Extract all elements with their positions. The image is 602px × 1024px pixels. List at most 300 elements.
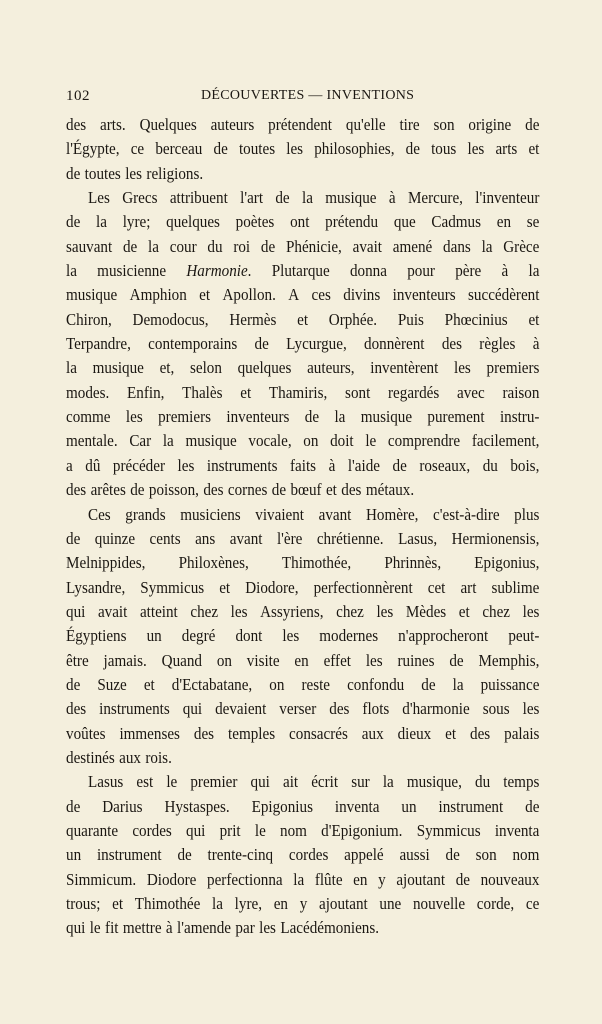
word: de: [66, 163, 81, 183]
text-line: [66, 819, 539, 843]
word: par: [235, 918, 255, 938]
word: Plutarque: [271, 261, 330, 281]
word: les: [453, 358, 471, 378]
running-head: DÉCOUVERTES — INVENTIONS: [201, 88, 415, 103]
text-line: [66, 527, 539, 551]
word: les: [467, 139, 485, 159]
text-line: [66, 308, 539, 332]
word: le: [166, 772, 178, 792]
word: prétendu: [325, 212, 379, 232]
word: instruments: [99, 699, 170, 719]
word: arêtes: [90, 480, 126, 500]
word: métaux.: [365, 480, 415, 500]
word: Chiron,: [66, 309, 112, 329]
word: un: [401, 796, 417, 816]
word: de: [66, 212, 81, 232]
word: comme: [66, 407, 111, 427]
word: cordes: [132, 820, 172, 840]
word: puissance: [480, 674, 540, 694]
word: Phœcinius: [444, 309, 508, 329]
word: Epigonius: [251, 796, 313, 816]
word: bœuf: [290, 480, 322, 500]
word: Philoxènes,: [178, 553, 249, 573]
word: inventa: [494, 820, 540, 840]
word: Epigonius,: [474, 553, 540, 573]
word: quelques: [237, 358, 292, 378]
word: instru-: [499, 407, 540, 427]
word: fit: [105, 918, 119, 938]
word: Diodore: [146, 869, 197, 889]
word: selon: [189, 358, 222, 378]
word: A: [288, 285, 300, 305]
word: avant: [318, 504, 352, 524]
word: origine: [468, 115, 512, 134]
paragraph: [66, 186, 540, 502]
text-line: [66, 673, 539, 697]
word: Demodocus,: [132, 309, 209, 329]
word: faits: [290, 455, 317, 475]
word: la: [334, 407, 346, 427]
word: le: [365, 431, 377, 451]
word: Memphis,: [478, 650, 540, 670]
word: Harmonie.: [186, 261, 252, 281]
word: Amphion: [129, 285, 187, 305]
word: temps: [503, 772, 540, 792]
word: de: [66, 674, 81, 694]
text-line: [66, 868, 539, 892]
word: Hermès: [229, 309, 277, 329]
word: premier: [190, 772, 238, 792]
word: Cadmus: [431, 212, 481, 232]
word: confondu: [347, 674, 405, 694]
word: et: [528, 309, 540, 329]
word: vivaient: [255, 504, 305, 524]
word: la: [302, 188, 313, 208]
word: facilement,: [471, 431, 540, 451]
text-line: [66, 186, 539, 210]
word: à: [532, 334, 540, 354]
word: temples: [228, 723, 276, 743]
text-line: [66, 210, 539, 234]
text-line: [66, 892, 539, 916]
word: ruines: [397, 650, 435, 670]
word: écrit: [311, 772, 339, 792]
word: Suze: [97, 674, 127, 694]
word: Hystaspes.: [164, 796, 230, 816]
word: de: [130, 480, 145, 500]
word: la: [212, 894, 223, 913]
word: dont: [235, 626, 263, 646]
word: musique: [185, 431, 237, 451]
word: toutes: [238, 139, 276, 159]
word: corde,: [476, 894, 515, 913]
word: c'est-à-dire: [433, 504, 500, 524]
word: Assyriens,: [260, 601, 324, 621]
word: Lacédémoniens.: [280, 918, 380, 938]
word: de: [392, 455, 407, 475]
paragraph: [66, 503, 540, 771]
word: aussi: [399, 845, 430, 865]
word: Quelques: [139, 115, 197, 134]
text-line: [66, 454, 539, 478]
word: Lycurgue,: [286, 334, 347, 354]
word: qui: [250, 772, 270, 792]
word: Symmicus: [140, 577, 205, 597]
word: l'art: [240, 188, 264, 208]
word: l'ère: [276, 528, 303, 548]
word: Thamiris,: [268, 382, 328, 402]
word: Lasus: [88, 772, 124, 792]
word: des: [66, 115, 87, 134]
word: est: [136, 772, 154, 792]
word: l'amende: [177, 918, 232, 938]
word: qui: [66, 918, 86, 938]
word: grands: [125, 504, 166, 524]
word: trous;: [66, 894, 101, 913]
word: lyre;: [122, 212, 151, 232]
word: Apollon.: [222, 285, 276, 305]
word: dans: [443, 236, 471, 256]
word: musique: [92, 358, 144, 378]
word: inventèrent: [370, 358, 439, 378]
text-line: [66, 429, 539, 453]
word: l'aide: [347, 455, 380, 475]
word: cents: [149, 528, 181, 548]
word: regardés: [388, 382, 440, 402]
word: de: [66, 528, 81, 548]
word: musique: [66, 285, 118, 305]
text-line: [66, 576, 539, 600]
word: ajoutant: [396, 869, 446, 889]
word: Terpandre,: [66, 334, 131, 354]
word: raison: [502, 382, 540, 402]
word: les: [125, 407, 143, 427]
word: des: [341, 480, 362, 500]
word: doit: [330, 431, 354, 451]
word: les: [522, 699, 540, 719]
word: avant: [229, 528, 263, 548]
word: inventeurs: [226, 407, 290, 427]
word: la: [148, 236, 159, 256]
word: la: [66, 358, 77, 378]
word: et: [143, 674, 155, 694]
word: Car: [129, 431, 152, 451]
word: sous: [482, 699, 510, 719]
text-line: [66, 162, 539, 186]
word: Égyptiens: [66, 626, 127, 646]
word: lyre,: [234, 894, 262, 913]
text-line: [66, 600, 539, 624]
word: précéder: [112, 455, 165, 475]
word: son: [475, 845, 497, 865]
word: auteurs: [210, 115, 255, 134]
word: des: [193, 723, 215, 743]
word: ont: [290, 212, 310, 232]
word: musiciens: [180, 504, 241, 524]
text-line: [66, 697, 539, 721]
word: ajoutant: [318, 894, 368, 913]
word: amené: [392, 236, 433, 256]
word: de: [271, 480, 287, 500]
word: nom: [512, 845, 540, 865]
word: la: [66, 261, 77, 281]
word: appelé: [344, 845, 384, 865]
word: voûtes: [66, 723, 106, 743]
word: berceau: [155, 139, 203, 159]
text-line: [66, 235, 539, 259]
word: la: [293, 869, 305, 889]
word: de: [275, 188, 290, 208]
text-line: [66, 332, 539, 356]
word: Ces: [88, 504, 111, 524]
word: à: [328, 455, 336, 475]
word: les: [230, 601, 248, 621]
word: peut-: [508, 626, 540, 646]
text-line: [66, 649, 539, 673]
word: instrument: [96, 845, 162, 865]
word: la: [452, 674, 464, 694]
word: et: [219, 577, 231, 597]
word: modernes: [319, 626, 379, 646]
word: auteurs,: [307, 358, 355, 378]
page-number: 102: [66, 88, 90, 104]
word: poisson,: [148, 480, 199, 500]
word: chez: [336, 601, 364, 621]
word: attribuent: [169, 188, 228, 208]
text-line: [66, 137, 539, 161]
word: Mèdes: [405, 601, 447, 621]
word: les: [282, 626, 300, 646]
word: de: [260, 236, 276, 256]
word: mettre: [122, 918, 162, 938]
word: palais: [504, 723, 540, 743]
word: Simmicum.: [66, 869, 137, 889]
word: chez: [190, 601, 219, 621]
word: des: [329, 699, 350, 719]
word: prétendent: [268, 115, 333, 134]
text-line: [66, 795, 539, 819]
word: qui: [182, 699, 203, 719]
word: et: [445, 723, 457, 743]
word: dû: [85, 455, 101, 475]
word: la: [162, 431, 174, 451]
word: se: [526, 212, 540, 232]
word: destinés: [66, 747, 115, 767]
text-line: [66, 259, 539, 283]
word: chez: [482, 601, 511, 621]
word: pour: [407, 261, 435, 281]
word: et: [199, 285, 211, 305]
word: nouvelle: [412, 894, 466, 913]
word: de: [66, 796, 81, 816]
word: mentale.: [66, 431, 118, 451]
word: on: [303, 431, 319, 451]
word: comprendre: [387, 431, 461, 451]
word: de: [405, 139, 420, 159]
word: inventeurs: [392, 285, 456, 305]
word: perfectionna: [207, 869, 283, 889]
word: quelques: [166, 212, 220, 232]
word: du: [475, 772, 491, 792]
word: musique: [325, 188, 377, 208]
word: en: [496, 212, 512, 232]
word: Grecs: [122, 188, 158, 208]
word: degré: [181, 626, 216, 646]
text-line: [66, 722, 539, 746]
word: de: [213, 139, 228, 159]
word: flots: [362, 699, 390, 719]
word: qu'elle: [345, 115, 386, 134]
word: donna: [349, 261, 387, 281]
word: poètes: [235, 212, 275, 232]
word: de: [122, 236, 138, 256]
word: tire: [399, 115, 420, 134]
page-header: [66, 88, 540, 108]
word: avait: [352, 236, 383, 256]
word: et,: [159, 358, 175, 378]
word: la: [96, 212, 107, 232]
word: Darius: [102, 796, 143, 816]
word: instruments: [206, 455, 278, 475]
text-line: [66, 478, 539, 502]
text-line: [66, 283, 539, 307]
word: d'harmonie: [402, 699, 470, 719]
paragraph: [66, 113, 540, 186]
word: et: [325, 480, 337, 500]
word: cordes: [288, 845, 329, 865]
word: devaient: [215, 699, 267, 719]
word: règles: [479, 334, 516, 354]
word: chrétienne.: [316, 528, 384, 548]
word: y: [378, 869, 386, 889]
word: musique,: [406, 772, 462, 792]
text-line: [66, 551, 539, 575]
word: roseaux,: [419, 455, 471, 475]
word: Puis: [397, 309, 424, 329]
word: et: [297, 309, 309, 329]
word: Grèce: [503, 236, 540, 256]
word: de: [445, 845, 460, 865]
word: toutes: [84, 163, 121, 183]
word: qui: [66, 601, 86, 621]
text-line: [66, 916, 539, 940]
text-line: [66, 624, 539, 648]
word: être: [66, 650, 89, 670]
word: purement: [427, 407, 485, 427]
word: cornes: [227, 480, 268, 500]
word: philosophies,: [314, 139, 395, 159]
body-text: [66, 113, 540, 941]
word: n'approcheront: [398, 626, 489, 646]
word: divins: [343, 285, 381, 305]
word: et: [528, 139, 540, 159]
word: la: [382, 772, 394, 792]
word: les: [522, 601, 540, 621]
word: de: [254, 334, 269, 354]
word: Orphée.: [328, 309, 378, 329]
word: la: [528, 261, 540, 281]
word: du: [207, 236, 223, 256]
word: cour: [169, 236, 197, 256]
word: et: [458, 601, 470, 621]
word: Phénicie,: [285, 236, 342, 256]
word: ce: [525, 894, 540, 913]
word: instrument: [438, 796, 504, 816]
text-line: [66, 770, 539, 794]
word: et: [240, 382, 252, 402]
word: Mercure,: [407, 188, 463, 208]
word: à: [388, 188, 396, 208]
text-line: [66, 503, 539, 527]
word: sont: [345, 382, 371, 402]
word: Quand: [161, 650, 202, 670]
word: effet: [323, 650, 351, 670]
word: Thimothée: [134, 894, 201, 913]
word: prit: [219, 820, 241, 840]
word: les: [365, 650, 383, 670]
word: Melnippides,: [66, 553, 146, 573]
word: en: [353, 869, 368, 889]
word: des: [203, 480, 224, 500]
word: quarante: [66, 820, 119, 840]
word: musicienne: [97, 261, 167, 281]
word: premiers: [158, 407, 212, 427]
word: atteint: [139, 601, 178, 621]
word: Lasus,: [398, 528, 438, 548]
word: Thimothée,: [281, 553, 352, 573]
word: visite: [246, 650, 280, 670]
word: succédèrent: [468, 285, 540, 305]
word: on: [269, 674, 285, 694]
word: du: [482, 455, 498, 475]
word: art: [460, 577, 477, 597]
word: en: [273, 894, 288, 913]
word: rois.: [145, 747, 172, 767]
word: immenses: [119, 723, 180, 743]
word: Symmicus: [416, 820, 481, 840]
word: quinze: [94, 528, 136, 548]
word: son: [433, 115, 455, 134]
word: vocale,: [248, 431, 292, 451]
word: ait: [282, 772, 299, 792]
word: jamais.: [103, 650, 147, 670]
word: Phrinnès,: [384, 553, 442, 573]
word: une: [379, 894, 402, 913]
word: l'inventeur: [475, 188, 540, 208]
word: arts.: [100, 115, 126, 134]
word: nom: [280, 820, 307, 840]
text-line: [66, 405, 539, 429]
word: reste: [301, 674, 331, 694]
word: roi: [233, 236, 251, 256]
word: nouveaux: [480, 869, 540, 889]
word: les: [259, 918, 276, 938]
word: Diodore,: [245, 577, 299, 597]
text-line: [66, 356, 539, 380]
word: le: [89, 918, 101, 938]
text-line: [66, 381, 539, 405]
word: des: [66, 699, 87, 719]
word: y: [299, 894, 308, 913]
word: Homère,: [365, 504, 419, 524]
word: l'Égypte,: [66, 139, 120, 159]
word: ces: [311, 285, 331, 305]
word: modes.: [66, 382, 110, 402]
word: les: [125, 163, 143, 183]
word: les: [376, 601, 394, 621]
word: avait: [97, 601, 128, 621]
word: cet: [427, 577, 446, 597]
